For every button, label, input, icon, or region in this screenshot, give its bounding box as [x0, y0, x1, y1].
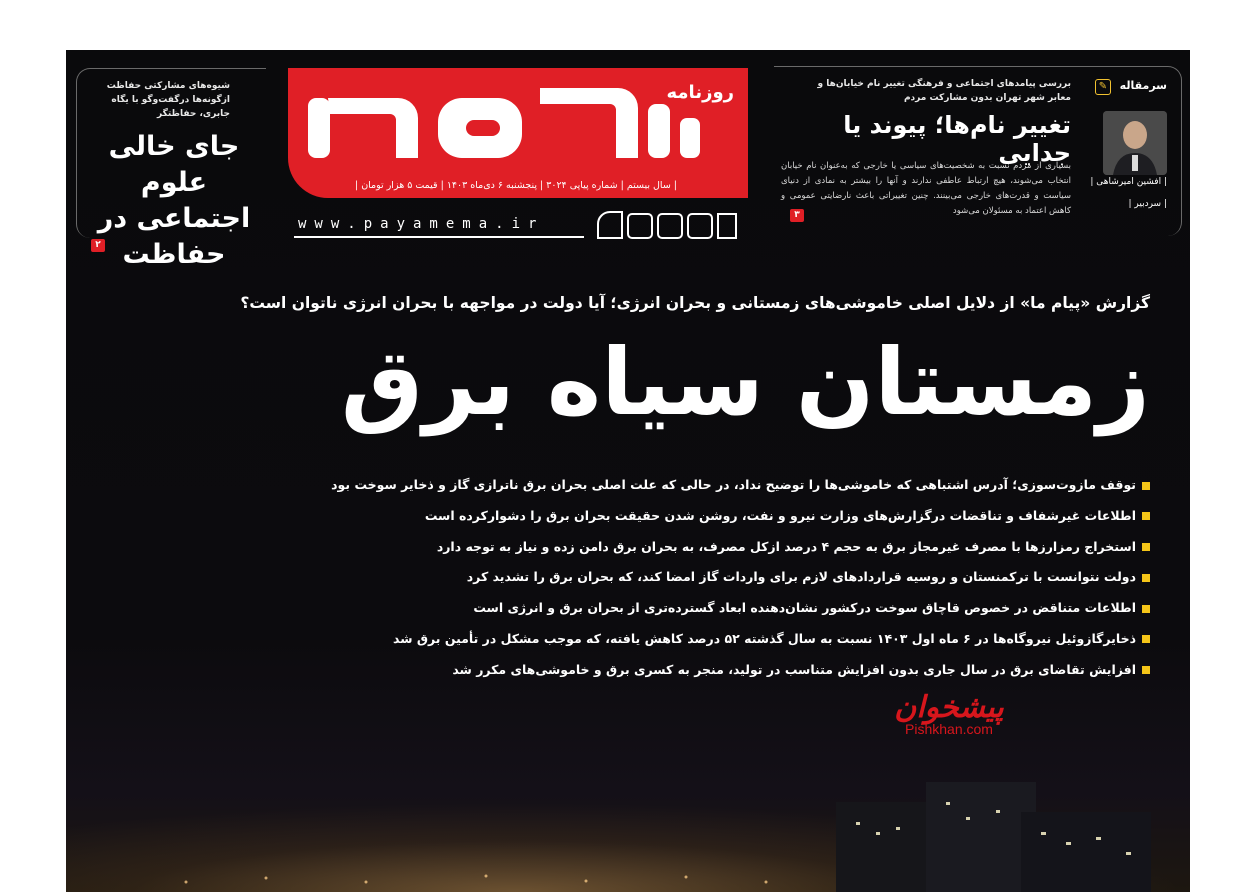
lead-bullet: توقف مازوت‌سوزی؛ آدرس اشتباهی که خاموشی‌ها را توضیح نداد، در حالی که علت اصلی بحران برق ناترازی گاز و ذخایر سوخت بود	[410, 470, 1150, 501]
lead-bullet: افزایش تقاضای برق در سال جاری بدون افزایش متناسب در تولید، منجر به کسری برق و خاموشی‌های مکرر شد	[410, 655, 1150, 686]
bullet-square-icon	[1142, 666, 1150, 674]
website-underline	[294, 236, 584, 238]
editorial-section-label: سرمقاله	[1119, 79, 1167, 92]
lead-bullet: دولت نتوانست با ترکمنستان و روسیه قراردادهای لازم برای واردات گاز امضا کند، که بحران برق را تشدید کرد	[410, 562, 1150, 593]
bullet-square-icon	[1142, 512, 1150, 520]
masthead	[288, 68, 748, 198]
left-teaser-title: جای خالی علوم اجتماعی در حفاظت	[97, 131, 251, 270]
editorial-kicker: بررسی پیامدهای اجتماعی و فرهنگی تغییر نام خیابان‌ها و معابر شهر تهران بدون مشارکت مردم	[817, 79, 1071, 103]
editorial-box	[774, 66, 1182, 236]
editorial-title: تغییر نام‌ها؛ پیوند یا جدایی	[843, 111, 1071, 167]
newspaper-front-page	[66, 50, 1190, 892]
author-role: | سردبیر |	[1128, 199, 1167, 209]
watermark-en: Pishkhan.com	[905, 721, 993, 737]
bullet-square-icon	[1142, 574, 1150, 582]
masthead-website-row	[294, 210, 750, 240]
bullet-square-icon	[1142, 543, 1150, 551]
editorial-page-badge: ۳	[790, 209, 804, 222]
masthead-ornament	[594, 210, 744, 240]
bullet-square-icon	[1142, 482, 1150, 490]
lead-kicker: گزارش «پیام ما» از دلایل اصلی خاموشی‌های زمستانی و بحران انرژی؛ آیا دولت در مواجهه با بحران انرژی ناتوان است؟	[240, 294, 1150, 312]
left-teaser-box	[76, 68, 266, 270]
masthead-issue-info: | سال بیستم | شماره پیاپی ۳۰۲۴ | پنجشنبه ۶ دی‌ماه ۱۴۰۳ | قیمت ۵ هزار تومان |	[354, 180, 678, 191]
lead-bullet: اطلاعات متناقض در خصوص قاچاق سوخت درکشور نشان‌دهنده ابعاد گسترده‌تری از بحران برق و انرژی است	[410, 593, 1150, 624]
bullet-square-icon	[1142, 605, 1150, 613]
lead-bullet: اطلاعات غیرشفاف و تناقضات درگزارش‌های وزارت نیرو و نفت، روشن شدن حقیقت بحران برق را دشوارکرده است	[410, 501, 1150, 532]
lead-headline: زمستان سیاه برق	[340, 329, 1150, 436]
pen-icon: ✎	[1095, 79, 1111, 95]
author-photo	[1103, 111, 1167, 175]
bullet-square-icon	[1142, 635, 1150, 643]
masthead-prefix: روزنامه	[666, 82, 734, 103]
city-skyline	[66, 782, 1190, 892]
author-portrait-icon	[1103, 111, 1167, 175]
left-teaser-subtitle: شیوه‌های مشارکتی حفاظت ازگونه‌ها درگفت‌وگو با یگاه جابری، حفاظتگر	[106, 81, 230, 119]
lead-bullet: ذخایرگازوئیل نیروگاه‌ها در ۶ ماه اول ۱۴۰۳ نسبت به سال گذشته ۵۲ درصد کاهش یافته، که موجب مشکل در تأمین برق شد	[410, 624, 1150, 655]
editorial-body: بسیاری از مردم نسبت به شخصیت‌های سیاسی یا خارجی که به‌عنوان نام خیابان انتخاب می‌شوند، هیچ ارتباط عاطفی ندارند و آنها را بیشتر به نمادی از دنیای سیاست و قدرت‌های خارجی می‌بینند. چنین تغییراتی باعث نارضایتی عمومی و کاهش اعتماد به مسئولان می‌شود	[781, 161, 1071, 216]
watermark-fa: پیشخوان	[894, 690, 1004, 725]
lead-bullet-list	[331, 470, 1150, 686]
author-name: | افشین امیرشاهی |	[1090, 177, 1167, 187]
left-teaser-page-badge: ۲	[91, 239, 105, 252]
pishkhan-watermark	[884, 690, 1014, 737]
website-url: www.payamema.ir	[298, 216, 545, 232]
lead-bullet: استخراج رمزارزها با مصرف غیرمجاز برق به حجم ۴ درصد ازکل مصرف، به بحران برق دامن زده و نیاز به توجه دارد	[410, 532, 1150, 563]
